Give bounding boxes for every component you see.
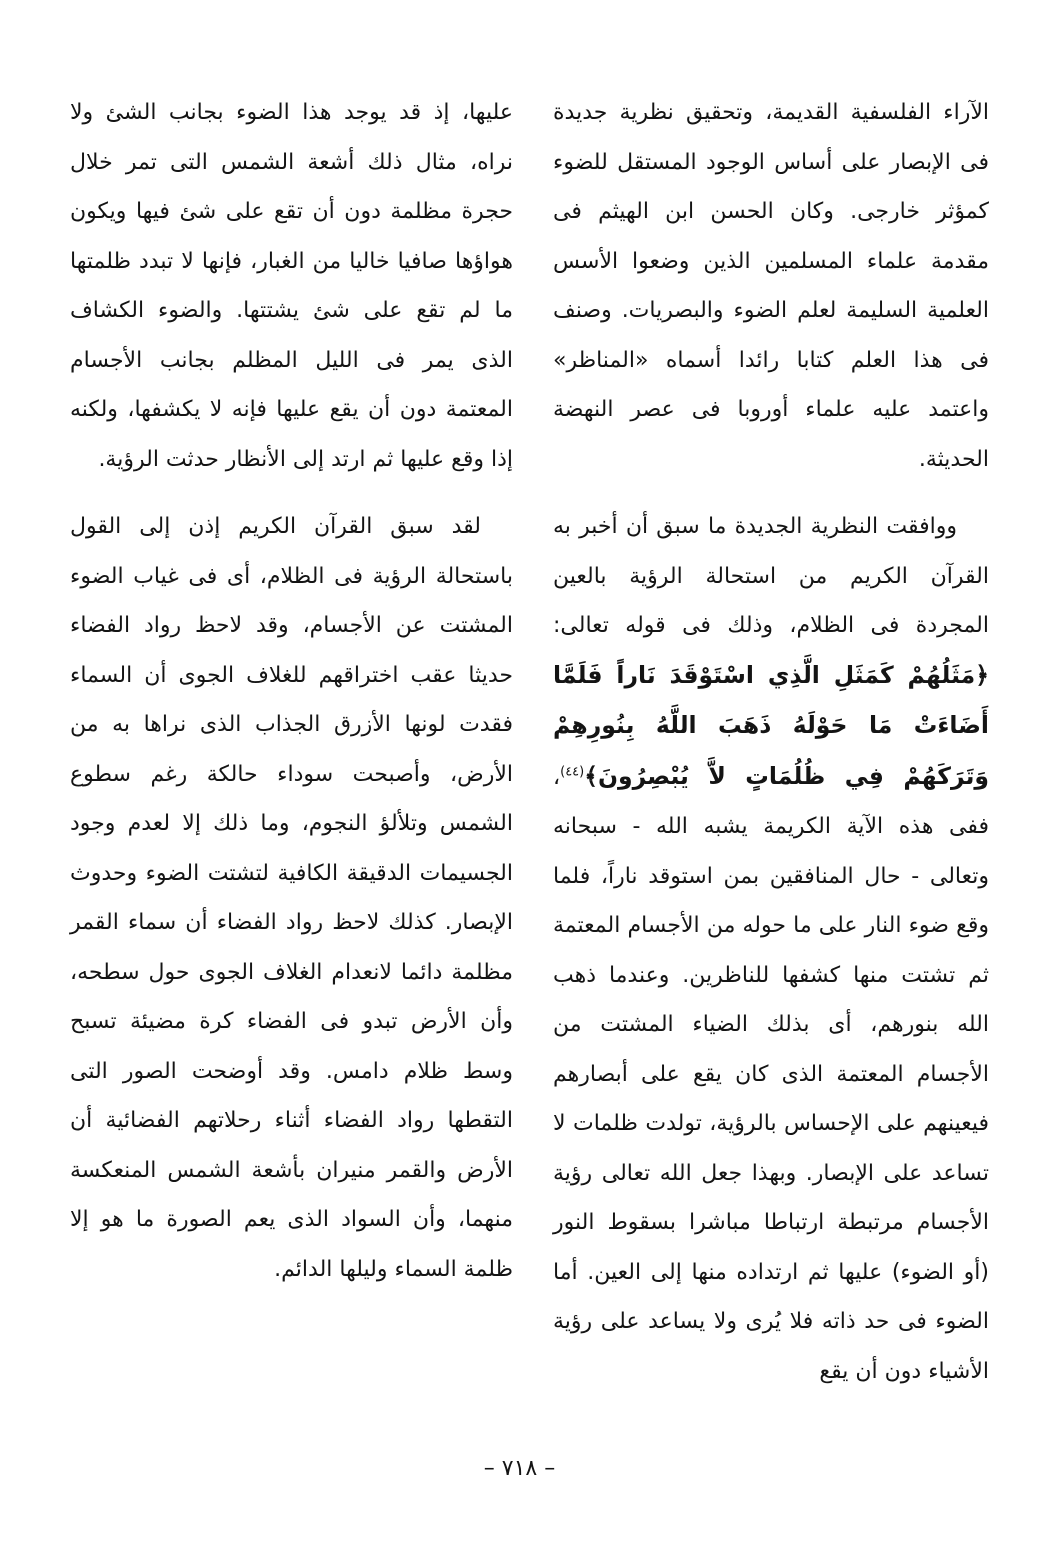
page-number: – ٧١٨ – xyxy=(483,1456,556,1481)
paragraph-light-continuation: عليها، إذ قد يوجد هذا الضوء بجانب الشئ ولا نراه، مثال ذلك أشعة الشمس التى تمر خلال حجرة مظلمة دون أن تقع على شئ فيها ويكون هواؤها صافيا خاليا من الغبار، فإنها لا تبدد ظلمتها ما لم تقع على شئ يشتتها. والضوء الكشاف الذى يمر فى الليل المظلم بجانب الأجسام المعتمة دون أن يقع عليها فإنه لا يكشفها، ولكنه إذا وقع عليها ثم ارتد إلى الأنظار حدثت الرؤية. xyxy=(70,100,513,472)
footnote-reference: (٤٤) xyxy=(560,764,585,780)
left-column xyxy=(70,88,513,1294)
right-column xyxy=(553,88,989,1396)
paragraph-explanation: ، ففى هذه الآية الكريمة يشبه الله - سبحانه وتعالى - حال المنافقين بمن استوقد ناراً، فلما وقع ضوء النار على ما حوله من الأجسام المعتمة ثم تشتت منها كشفها للناظرين. وعندما ذهب الله بنورهم، أى بذلك الضياء المشتت من الأجسام المعتمة الذى كان يقع على أبصارهم فيعينهم على الإحساس بالرؤية، تولدت ظلمات لا تساعد على الإبصار. وبهذا جعل الله تعالى رؤية الأجسام مرتبطة ارتباطا مباشرا بسقوط النور (أو الضوء) عليها ثم ارتداده منها إلى العين. أما الضوء فى حد ذاته فلا يُرى ولا يساعد على رؤية الأشياء دون أن يقع xyxy=(553,764,989,1384)
paragraph-intro: ووافقت النظرية الجديدة ما سبق أن أخبر به القرآن الكريم من استحالة الرؤية بالعين المجردة فى الظلام، وذلك فى قوله تعالى: xyxy=(553,514,989,638)
quran-verse: ﴿مَثَلُهُمْ كَمَثَلِ الَّذِي اسْتَوْقَدَ نَاراً فَلَمَّا أَضَاءَتْ مَا حَوْلَهُ ذَهَبَ اللَّهُ بِنُورِهِمْ وَتَرَكَهُمْ فِي ظُلُمَاتٍ لاَّ يُبْصِرُونَ﴾ xyxy=(553,660,989,790)
paragraph-alhaytham: الآراء الفلسفية القديمة، وتحقيق نظرية جديدة فى الإبصار على أساس الوجود المستقل للضوء كمؤثر خارجى. وكان الحسن ابن الهيثم فى مقدمة علماء المسلمين الذين وضعوا الأسس العلمية السليمة لعلم الضوء والبصريات. وصنف فى هذا العلم كتابا رائدا أسماه «المناظر» واعتمد عليه علماء أوروبا فى عصر النهضة الحديثة. xyxy=(553,100,989,472)
paragraph-quran-verse xyxy=(553,502,989,1396)
paragraph-astronauts: لقد سبق القرآن الكريم إذن إلى القول باستحالة الرؤية فى الظلام، أى فى غياب الضوء المشتت عن الأجسام، وقد لاحظ رواد الفضاء حديثا عقب اختراقهم للغلاف الجوى أن السماء فقدت لونها الأزرق الجذاب الذى نراها به من الأرض، وأصبحت سوداء حالكة رغم سطوع الشمس وتلألؤ النجوم، وما ذلك إلا لعدم وجود الجسيمات الدقيقة الكافية لتشتت الضوء وحدوث الإبصار. كذلك لاحظ رواد الفضاء أن سماء القمر مظلمة دائما لانعدام الغلاف الجوى حول سطحه، وأن الأرض تبدو فى الفضاء كرة مضيئة تسبح وسط ظلام دامس. وقد أوضحت الصور التى التقطها رواد الفضاء أثناء رحلاتهم الفضائية أن الأرض والقمر منيران بأشعة الشمس المنعكسة منهما، وأن السواد الذى يعم الصورة ما هو إلا ظلمة السماء وليلها الدائم. xyxy=(70,514,513,1282)
